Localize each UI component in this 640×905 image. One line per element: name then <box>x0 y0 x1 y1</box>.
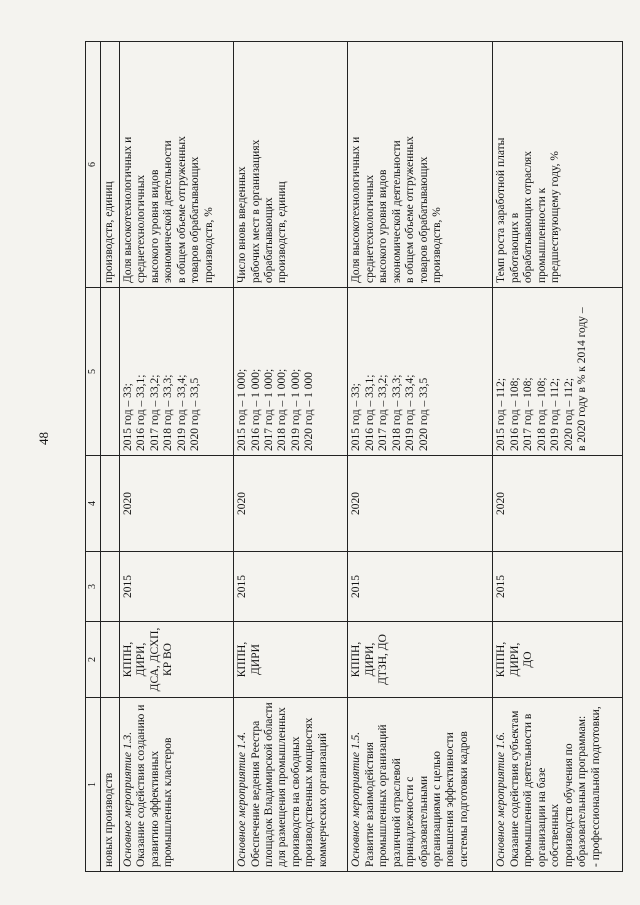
targets-cell: 2015 год – 33; 2016 год – 33,1; 2017 год – 33,2; 2018 год – 33,3; 2019 год – 33,4; 2020 год – 33,5 <box>120 288 234 456</box>
column-number-row <box>86 42 101 872</box>
executors-cell: КППН, ДИРИ <box>234 622 348 698</box>
measure-cell: Основное мероприятие 1.5. Развитие взаимодействия промышленных организаций различной отраслевой принадлежности с образовательными организациями с целью повышения эффективности системы подготовки кадров <box>348 698 493 872</box>
start-year: 2015 <box>234 552 348 622</box>
measure-title: Основное мероприятие 1.6. <box>495 731 508 867</box>
table-row <box>348 42 493 872</box>
continuation-indicator: производств, единиц <box>101 42 120 288</box>
targets-cell: 2015 год – 1 000; 2016 год – 1 000; 2017 год – 1 000; 2018 год – 1 000; 2019 год – 1 000; 2020 год – 1 000 <box>234 288 348 456</box>
executors-cell: КППН, ДИРИ, ДСА, ДСХП, КР ВО <box>120 622 234 698</box>
end-year: 2020 <box>234 456 348 552</box>
executors-cell: КППН, ДИРИ, ДТЗН, ДО <box>348 622 493 698</box>
column-number: 4 <box>86 456 101 552</box>
indicator-cell: Число вновь введенных рабочих мест в организациях обрабатывающих производств, единиц <box>234 42 348 288</box>
targets-cell: 2015 год – 33; 2016 год – 33,1; 2017 год – 33,2; 2018 год – 33,3; 2019 год – 33,4; 2020 год – 33,5 <box>348 288 493 456</box>
start-year: 2015 <box>493 552 623 622</box>
indicator-cell: Доля высокотехнологичных и среднетехнологичных высокого уровня видов экономической деятельности в общем объеме отгруженных товаров обрабатывающих производств, % <box>348 42 493 288</box>
start-year: 2015 <box>348 552 493 622</box>
measure-title: Основное мероприятие 1.4. <box>236 731 249 867</box>
column-number: 3 <box>86 552 101 622</box>
table-row <box>120 42 234 872</box>
page-number: 48 <box>36 432 51 445</box>
measure-title: Основное мероприятие 1.3. <box>122 731 134 867</box>
column-number: 6 <box>86 42 101 288</box>
continuation-text: новых производств <box>101 698 120 872</box>
column-number: 2 <box>86 622 101 698</box>
indicator-cell: Темп роста заработной платы работающих в обрабатывающих отраслях промышленности к предшествующему году, % <box>493 42 623 288</box>
table-row <box>234 42 348 872</box>
indicator-cell: Доля высокотехнологичных и среднетехнологичных высокого уровня видов экономической деятельности в общем объеме отгруженных товаров обрабатывающих производств, % <box>120 42 234 288</box>
continuation-row <box>101 42 120 872</box>
start-year: 2015 <box>120 552 234 622</box>
end-year: 2020 <box>348 456 493 552</box>
rotated-table-container <box>85 42 623 872</box>
end-year: 2020 <box>120 456 234 552</box>
measure-cell: Основное мероприятие 1.6. Оказание содействия субъектам промышленной деятельности в организации на базе собственных производств обучения по образовательным программам: - профессиональной подготовки, <box>493 698 623 872</box>
measure-cell: Основное мероприятие 1.3. Оказание содействия созданию и развитию эффективных промышленных кластеров <box>120 698 234 872</box>
measure-title: Основное мероприятие 1.5. <box>350 731 363 867</box>
column-number: 1 <box>86 698 101 872</box>
program-measures-table <box>85 41 623 872</box>
measure-cell: Основное мероприятие 1.4. Обеспечение ведения Реестра площадок Владимирской области для размещения промышленных производств на свободных производственных мощностях коммерческих организаций <box>234 698 348 872</box>
end-year: 2020 <box>493 456 623 552</box>
targets-cell: 2015 год – 112; 2016 год – 108; 2017 год – 108; 2018 год – 108; 2019 год – 112; 2020 год – 112; в 2020 году в % к 2014 году – <box>493 288 623 456</box>
column-number: 5 <box>86 288 101 456</box>
table-row <box>493 42 623 872</box>
executors-cell: КППН, ДИРИ, ДО <box>493 622 623 698</box>
